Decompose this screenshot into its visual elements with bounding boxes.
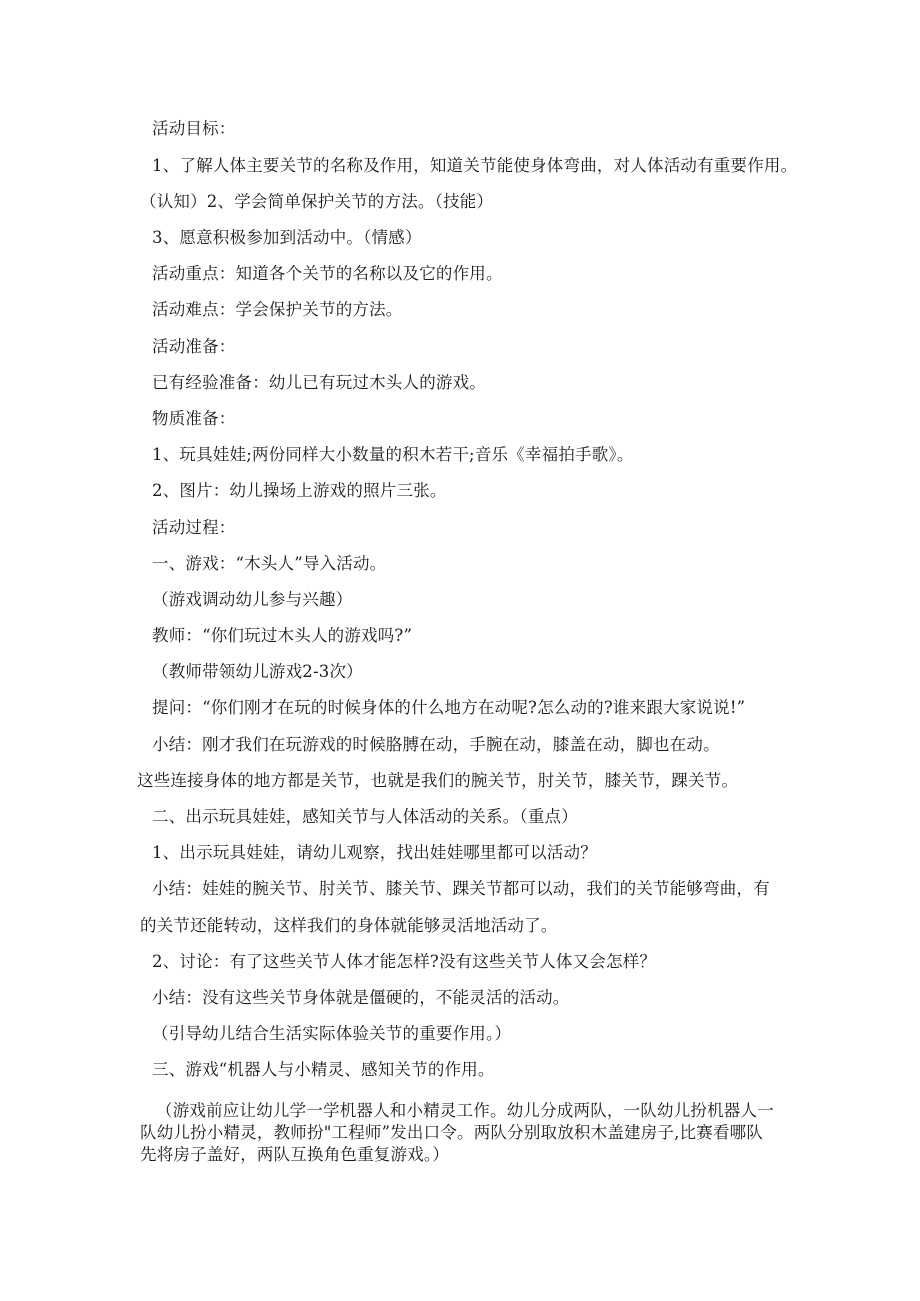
text-line: 小结：没有这些关节身体就是僵硬的，不能灵活的活动。: [152, 988, 570, 1007]
text-line: 活动过程：: [152, 518, 236, 537]
text-line: （教师带领幼儿游戏2-3次）: [152, 662, 363, 681]
text-line: 队幼儿扮小精灵，教师扮"工程师”发出口令。两队分别取放积木盖建房子,比赛看哪队: [140, 1123, 764, 1142]
text-line: 先将房子盖好，两队互换角色重复游戏。）: [140, 1145, 450, 1164]
text-line: （游戏调动幼儿参与兴趣）: [152, 590, 353, 609]
text-line: 一、游戏：“木头人”导入活动。: [152, 554, 387, 573]
text-line: 小结：娃娃的腕关节、肘关节、膝关节、踝关节都可以动，我们的关节能够弯曲，有: [152, 879, 770, 898]
text-line: 提问：“你们刚才在玩的时候身体的什么地方在动呢?怎么动的?谁来跟大家说说!”: [152, 698, 746, 717]
text-line: 教师：“你们玩过木头人的游戏吗?”: [152, 626, 413, 645]
text-line: 这些连接身体的地方都是关节，也就是我们的腕关节，肘关节，膝关节，踝关节。: [137, 771, 739, 790]
text-line: 小结：刚才我们在玩游戏的时候胳膊在动，手腕在动，膝盖在动，脚也在动。: [152, 735, 720, 754]
text-line: （游戏前应让幼儿学一学机器人和小精灵工作。幼儿分成两队，一队幼儿扮机器人一: [156, 1101, 774, 1120]
text-line: 2、讨论：有了这些关节人体才能怎样?没有这些关节人体又会怎样？: [152, 952, 657, 971]
text-line: 1、了解人体主要关节的名称及作用，知道关节能使身体弯曲，对人体活动有重要作用。: [152, 156, 798, 175]
text-line: 活动难点：学会保护关节的方法。: [152, 300, 403, 319]
text-line: 物质准备：: [152, 409, 236, 428]
text-line: 已有经验准备：幼儿已有玩过木头人的游戏。: [152, 373, 486, 392]
text-line: （认知）2、学会简单保护关节的方法。（技能）: [140, 192, 494, 211]
text-line: 1、玩具娃娃;两份同样大小数量的积木若干;音乐《幸福拍手歌》。: [152, 445, 634, 464]
text-line: 活动目标：: [152, 119, 236, 138]
text-line: 三、游戏“机器人与小精灵、感知关节的作用。: [152, 1060, 495, 1079]
text-line: 二、出示玩具娃娃，感知关节与人体活动的关系。（重点）: [152, 807, 578, 826]
text-line: 3、愿意积极参加到活动中。（情感）: [152, 228, 422, 247]
text-line: （引导幼儿结合生活实际体验关节的重要作用。）: [152, 1024, 512, 1043]
final-paragraph: [140, 1100, 774, 1166]
text-line: 2、图片：幼儿操场上游戏的照片三张。: [152, 481, 447, 500]
text-line: 活动准备：: [152, 337, 236, 356]
text-line: 活动重点：知道各个关节的名称以及它的作用。: [152, 264, 503, 283]
text-line: 的关节还能转动，这样我们的身体就能够灵活地活动了。: [140, 916, 558, 935]
text-line: 1、出示玩具娃娃，请幼儿观察，找出娃娃哪里都可以活动？: [152, 843, 597, 862]
